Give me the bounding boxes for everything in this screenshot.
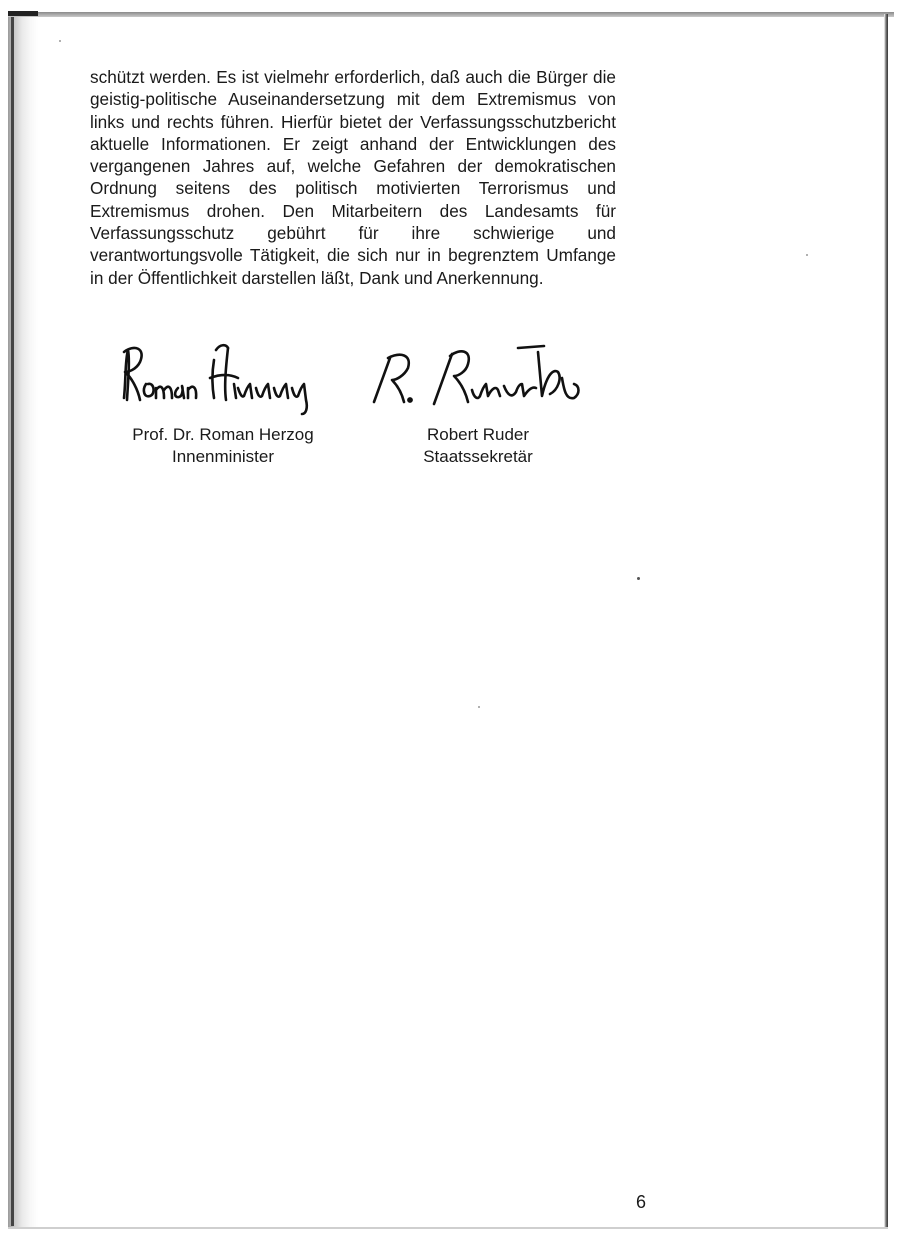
signature-ruder xyxy=(368,338,590,416)
signer-title: Staatssekretär xyxy=(423,447,533,466)
scan-top-edge xyxy=(8,12,894,17)
signer-ruder xyxy=(404,424,552,468)
signer-herzog xyxy=(114,424,332,468)
scan-right-edge xyxy=(884,14,888,1229)
signature-herzog xyxy=(116,338,324,416)
body-paragraph: schützt werden. Es ist vielmehr erforderlich, daß auch die Bürger die geistig-politische Auseinandersetzung mit dem Extremismus von links und rechts führen. Hierfür bietet der Verfassungsschutzbericht aktuelle Informationen. Er zeigt anhand der Entwicklungen des vergangenen Jahres auf, welche Gefahren der demokratischen Ordnung seitens des politisch motivierten Terrorismus und Extremismus drohen. Den Mitarbeitern des Landesamts für Verfassungsschutz gebührt für ihre schwierige und verantwortungsvolle Tätigkeit, die sich nur in begrenztem Umfange in der Öffentlichkeit darstellen läßt, Dank und Anerkennung. xyxy=(90,67,616,288)
page-number: 6 xyxy=(636,1192,647,1212)
scan-bottom-edge xyxy=(8,1227,888,1229)
scan-speck xyxy=(59,40,61,42)
body-text xyxy=(90,66,616,289)
scan-top-corner xyxy=(8,11,38,16)
scan-speck xyxy=(637,577,640,580)
signer-name: Robert Ruder xyxy=(426,425,530,444)
signer-title: Innenminister xyxy=(171,447,275,466)
scan-speck xyxy=(478,706,480,708)
scan-binding-line xyxy=(11,16,14,1226)
signer-name: Prof. Dr. Roman Herzog xyxy=(132,425,314,444)
scan-speck xyxy=(806,254,808,256)
